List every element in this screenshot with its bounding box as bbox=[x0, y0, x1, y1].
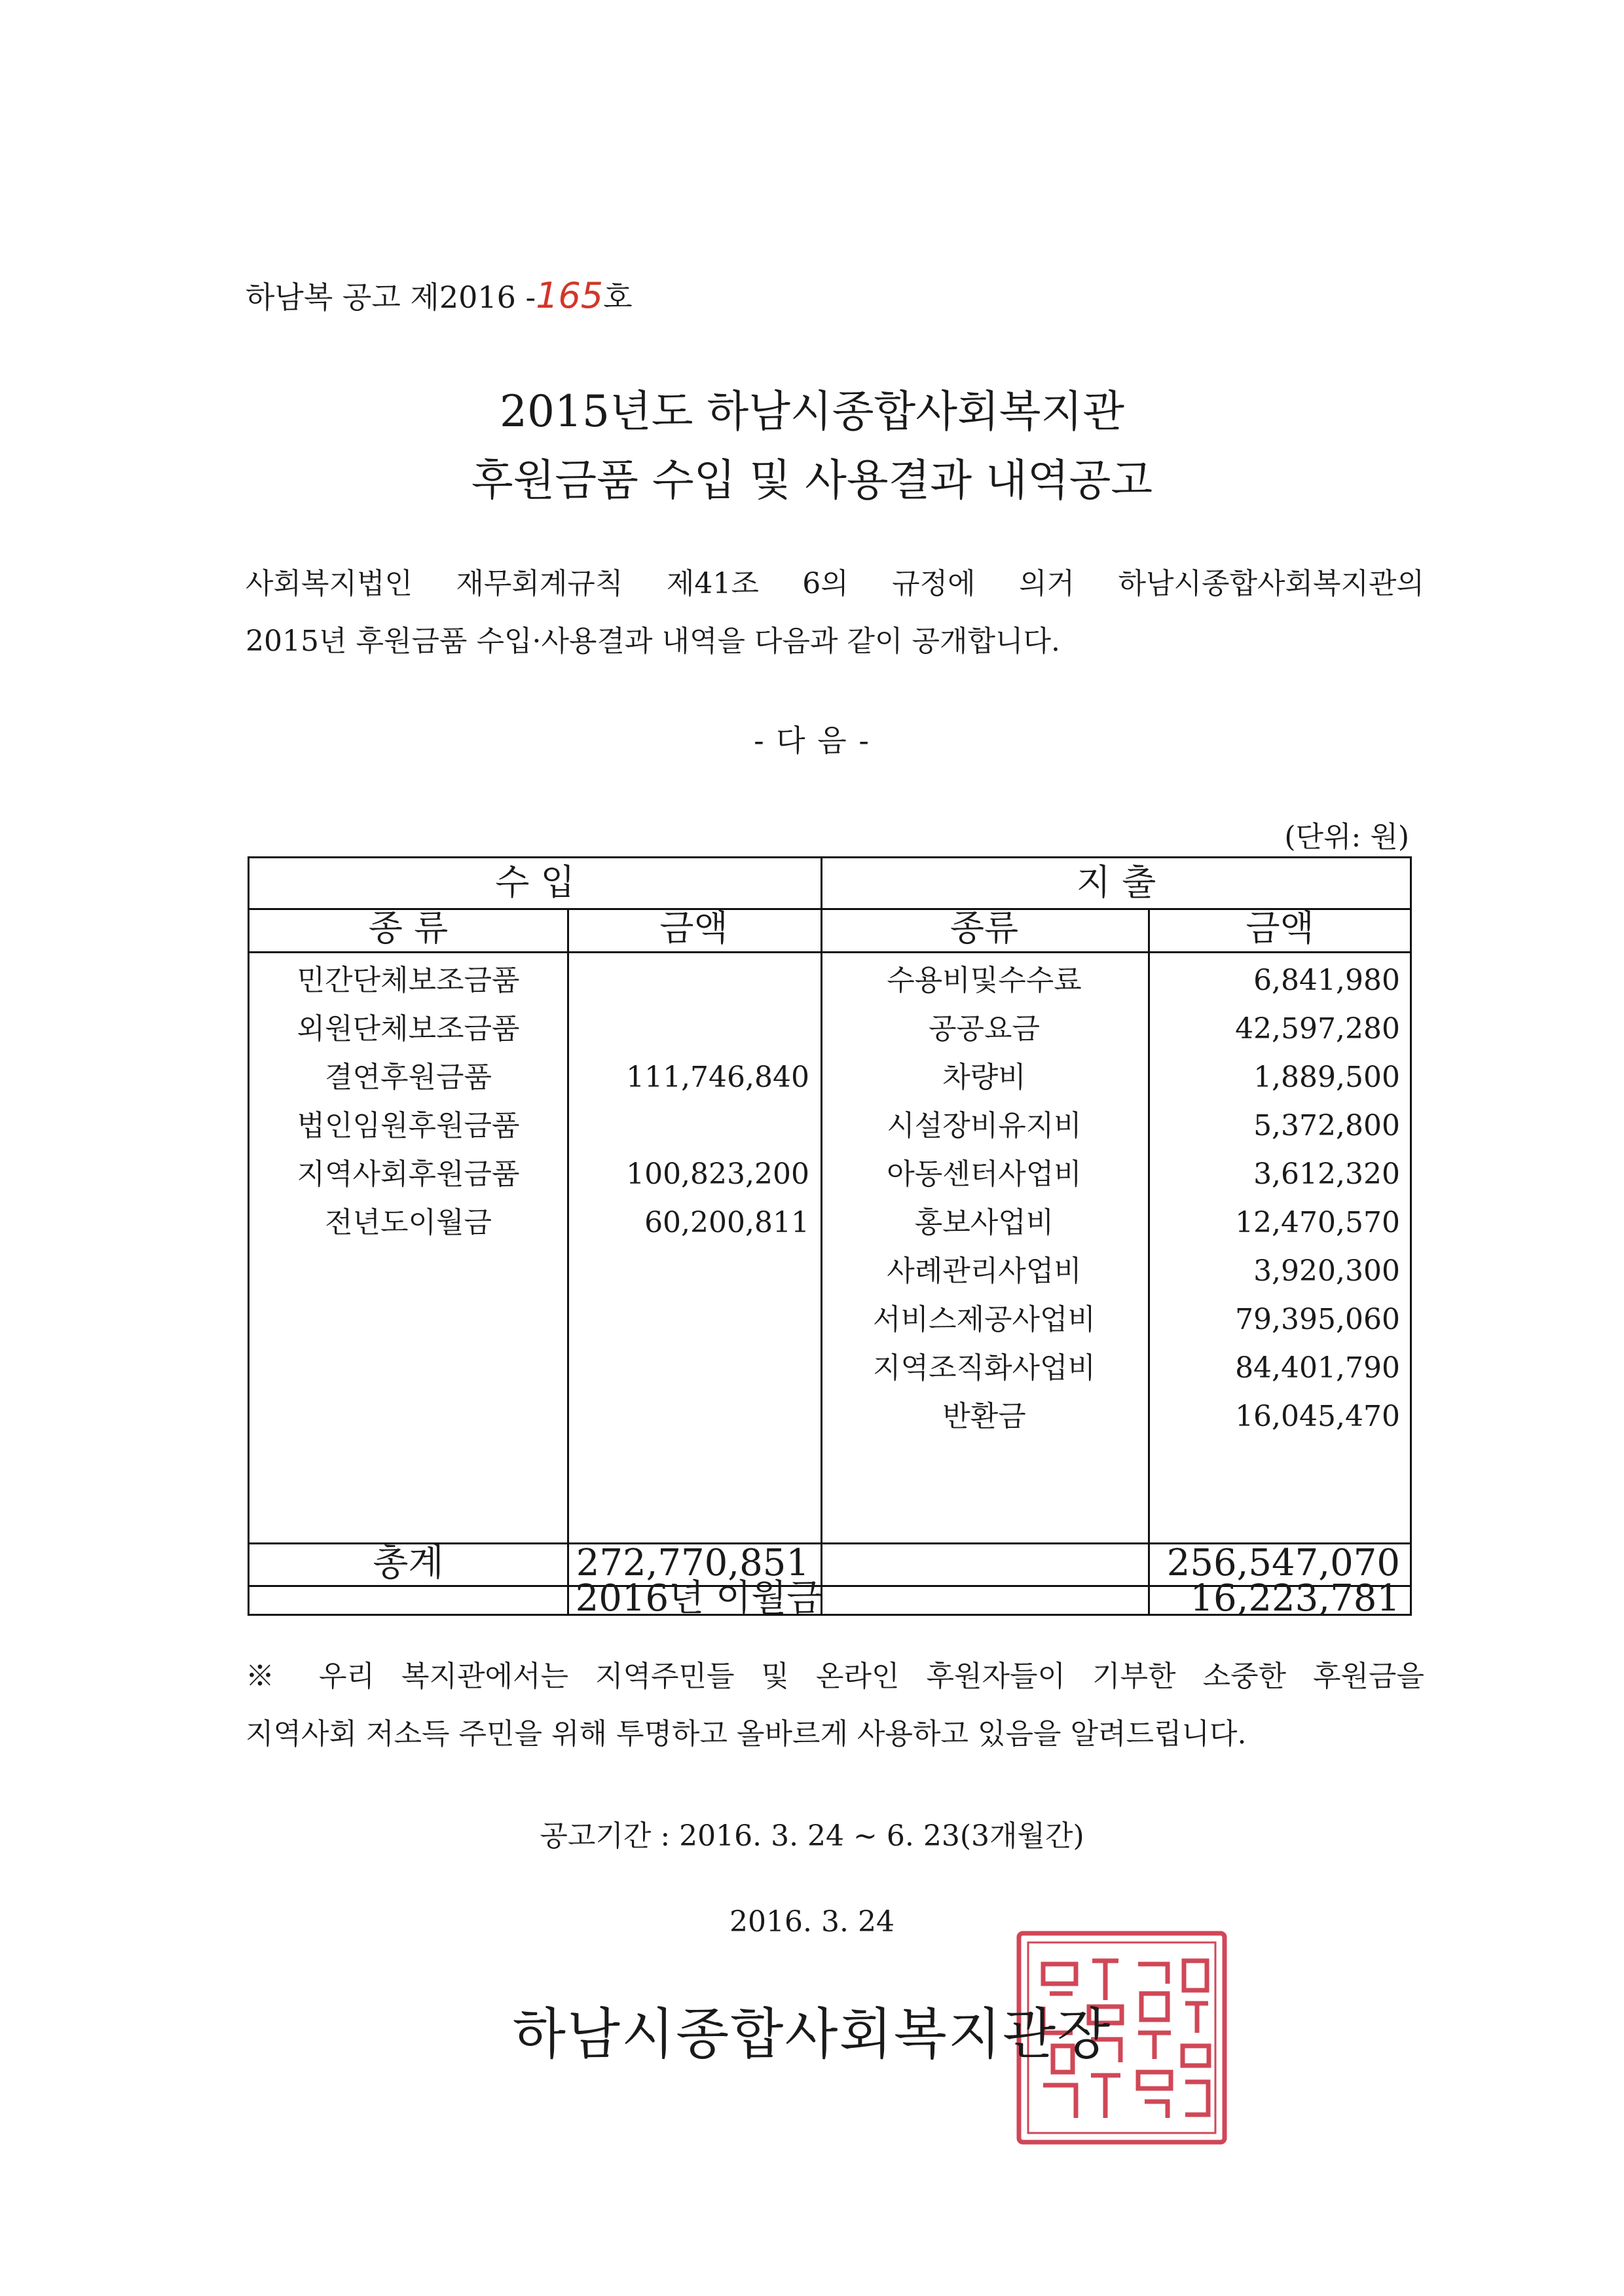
table-cell-amount bbox=[567, 1102, 809, 1150]
table-row: 법인임원후원금품 bbox=[297, 1109, 520, 1142]
table-row: 민간단체보조금품 bbox=[297, 964, 520, 997]
table-cell-amount: 1,889,500 bbox=[1253, 1061, 1400, 1094]
table-cell-amount: 16,045,470 bbox=[1235, 1400, 1400, 1433]
total-income: 272,770,851 bbox=[576, 1542, 809, 1584]
title-line-2: 후원금품 수입 및 사용결과 내역공고 bbox=[471, 455, 1153, 505]
table-row: 결연후원금품 bbox=[324, 1061, 492, 1094]
table-row: 시설장비유지비 bbox=[887, 1109, 1082, 1142]
total-label: 총계 bbox=[373, 1542, 444, 1584]
table-cell-amount: 12,470,570 bbox=[1235, 1206, 1400, 1239]
notice-date: 2016. 3. 24 bbox=[729, 1905, 895, 1939]
table-cell-amount: 6,841,980 bbox=[1253, 964, 1400, 997]
table-cell-amount: 84,401,790 bbox=[1235, 1351, 1400, 1385]
income-type-header: 종 류 bbox=[368, 907, 449, 949]
table-cell-amount: 3,920,300 bbox=[1253, 1254, 1400, 1288]
table-row: 전년도이월금 bbox=[324, 1206, 492, 1239]
table-row: 수용비및수수료 bbox=[887, 964, 1082, 997]
table-cell-amount: 60,200,811 bbox=[644, 1206, 809, 1239]
table-row: 서비스제공사업비 bbox=[872, 1303, 1096, 1336]
table-cell-amount: 3,612,320 bbox=[1253, 1157, 1400, 1191]
expense-type-header: 종류 bbox=[950, 907, 1019, 949]
table-cell-amount bbox=[567, 1005, 809, 1053]
table-row: 지역사회후원금품 bbox=[297, 1157, 520, 1191]
table-cell-amount: 42,597,280 bbox=[1235, 1012, 1400, 1046]
finance-table bbox=[248, 856, 1412, 1620]
table-row: 차량비 bbox=[942, 1061, 1026, 1094]
table-cell-amount: 79,395,060 bbox=[1235, 1303, 1400, 1336]
total-expense: 256,547,070 bbox=[1166, 1542, 1400, 1584]
table-row: 반환금 bbox=[942, 1400, 1026, 1433]
note-line-1: ※ 우리 복지관에서는 지역주민들 및 온라인 후원자들이 기부한 소중한 후원금을 bbox=[246, 1660, 1424, 1693]
note-line-2: 지역사회 저소득 주민을 위해 투명하고 올바르게 사용하고 있음을 알려드립니다. bbox=[246, 1717, 1247, 1751]
income-amount-header: 금액 bbox=[659, 907, 728, 949]
income-header: 수 입 bbox=[495, 862, 575, 903]
handwritten-number: 165 bbox=[536, 275, 604, 316]
expense-amount-header: 금액 bbox=[1246, 907, 1314, 949]
title-line-1: 2015년도 하남시종합사회복지관 bbox=[499, 386, 1125, 437]
section-mark: - 다 음 - bbox=[754, 723, 870, 758]
table-cell-amount: 5,372,800 bbox=[1253, 1109, 1400, 1142]
table-row: 지역조직화사업비 bbox=[872, 1351, 1096, 1385]
table-row: 사례관리사업비 bbox=[887, 1254, 1082, 1288]
notice-number: 하남복 공고 제2016 -165호 bbox=[246, 275, 633, 316]
carryover-label: 2016년 이월금 bbox=[575, 1577, 822, 1620]
table-row: 외원단체보조금품 bbox=[297, 1012, 520, 1046]
table-row: 아동센터사업비 bbox=[887, 1157, 1082, 1191]
intro-line-2: 2015년 후원금품 수입·사용결과 내역을 다음과 같이 공개합니다. bbox=[246, 625, 1060, 658]
table-cell-amount bbox=[567, 957, 809, 1005]
table-cell-amount: 100,823,200 bbox=[626, 1157, 809, 1191]
intro-line-1: 사회복지법인 재무회계규칙 제41조 6의 규정에 의거 하남시종합사회복지관의 bbox=[246, 567, 1424, 600]
unit-label: (단위: 원) bbox=[1284, 820, 1409, 854]
table-row: 홍보사업비 bbox=[914, 1206, 1054, 1239]
expense-header: 지 출 bbox=[1076, 862, 1156, 903]
organization-name: 하남시종합사회복지관장 bbox=[512, 2002, 1112, 2066]
carryover-amount: 16,223,781 bbox=[1190, 1577, 1400, 1620]
table-cell-amount: 111,746,840 bbox=[626, 1061, 809, 1094]
table-row: 공공요금 bbox=[928, 1012, 1040, 1046]
notice-period: 공고기간 : 2016. 3. 24 ~ 6. 23(3개월간) bbox=[540, 1819, 1084, 1853]
